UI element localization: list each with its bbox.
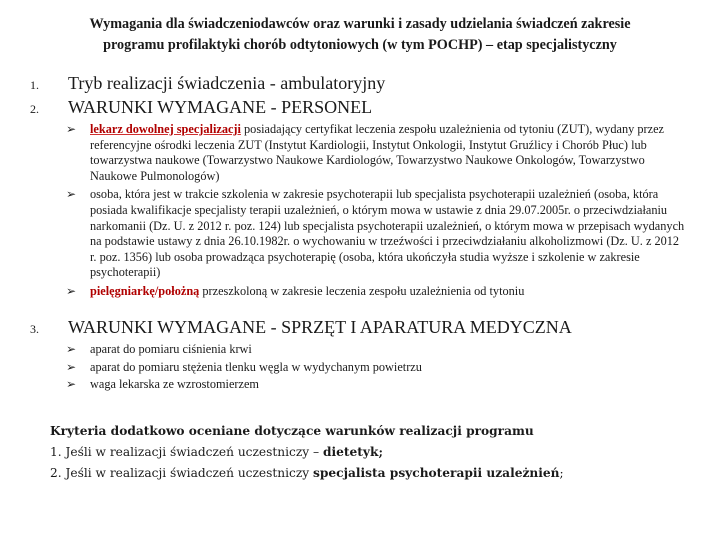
personnel-role-nurse: pielęgniarkę/położną — [90, 283, 200, 298]
equipment-item — [66, 377, 686, 393]
personnel-role-doctor: lekarz dowolnej specjalizacji — [90, 122, 241, 136]
equipment-item — [66, 360, 686, 376]
arrow-bullet-icon: ➢ — [66, 342, 77, 356]
equipment-list — [66, 342, 686, 393]
personnel-item — [66, 187, 686, 281]
equipment-label: waga lekarska ze wzrostomierzem — [90, 377, 259, 392]
section-number: 2. — [30, 102, 39, 116]
title-line-1: Wymagania dla świadczeniodawców oraz warunki i zasady udzielania świadczeń zakresie — [89, 16, 631, 32]
personnel-description: osoba, która jest w trakcie szkolenia w zakresie psychoterapii lub specjalista psychoterapii uzależnień (osoba, która posiada kwalifikacje specjalisty terapii uzależnień, o którym mowa w ustawie z dnia 29.07.2005r. o przeciwdziałaniu narkomanii (Dz. U. z 2012 r. poz. 124) lub specjalista psychoterapii uzależnień, o którym mowa w przepisach wydanych na podstawie ustawy z dnia 26.10.1982r. o wychowaniu w trzeźwości i przeciwdziałaniu alkoholizmowi (Dz. U. z 2012 r. poz. 1356) lub osoba prowadząca psychoterapię (osoba, która ukończyła studia wyższe i szkolenie w zakresie psychoterapii) — [90, 187, 685, 280]
arrow-bullet-icon: ➢ — [66, 377, 77, 392]
equipment-item — [66, 342, 686, 358]
arrow-bullet-icon: ➢ — [66, 187, 77, 202]
arrow-bullet-icon: ➢ — [66, 283, 77, 298]
section-number: 3. — [30, 322, 39, 336]
criteria-line-1 — [50, 442, 700, 463]
section-heading: WARUNKI WYMAGANE - SPRZĘT I APARATURA MEDYCZNA — [68, 317, 572, 337]
section-number: 1. — [30, 78, 39, 92]
criteria-emphasis: dietetyk; — [323, 445, 383, 459]
title-line-2: programu profilaktyki chorób odtytoniowych (w tym POCHP) – etap specjalistyczny — [103, 37, 617, 53]
personnel-description: przeszkoloną w zakresie leczenia zespołu uzależnienia od tytoniu — [199, 283, 525, 298]
section-1 — [30, 72, 690, 96]
criteria-line-2 — [50, 463, 700, 484]
personnel-description: posiadający certyfikat leczenia zespołu uzależnienia od tytoniu (ZUT), wydany przez referencyjne ośrodki leczenia ZUT (Instytut Kardiologii, Instytut Onkologii, Instytut Gruźlicy i Chorób Płuc) lub towarzystwa naukowe (Towarzystwo Naukowe Kardiologów, Towarzystwo Naukowe Onkologów, Towarzystwo Naukowe Pulmonologów) — [90, 122, 664, 183]
equipment-label: aparat do pomiaru stężenia tlenku węgla w wydychanym powietrzu — [90, 359, 422, 374]
equipment-label: aparat do pomiaru ciśnienia krwi — [90, 342, 252, 356]
criteria-block — [50, 421, 700, 484]
criteria-text: ; — [559, 466, 564, 480]
section-3 — [30, 316, 690, 340]
personnel-item — [66, 284, 686, 300]
section-heading: Tryb realizacji świadczenia - ambulatoryjny — [68, 73, 386, 93]
document-title — [20, 14, 700, 56]
personnel-list — [66, 122, 686, 300]
section-2 — [30, 96, 690, 120]
arrow-bullet-icon: ➢ — [66, 359, 77, 374]
section-heading: WARUNKI WYMAGANE - PERSONEL — [68, 97, 373, 117]
personnel-item — [66, 122, 686, 184]
criteria-emphasis: specjalista psychoterapii uzależnień — [313, 466, 560, 480]
criteria-text: 2. Jeśli w realizacji świadczeń uczestniczy — [50, 466, 314, 480]
criteria-text: 1. Jeśli w realizacji świadczeń uczestniczy – — [50, 445, 324, 459]
arrow-bullet-icon: ➢ — [66, 122, 77, 136]
criteria-heading: Kryteria dodatkowo oceniane dotyczące warunków realizacji programu — [50, 424, 534, 438]
